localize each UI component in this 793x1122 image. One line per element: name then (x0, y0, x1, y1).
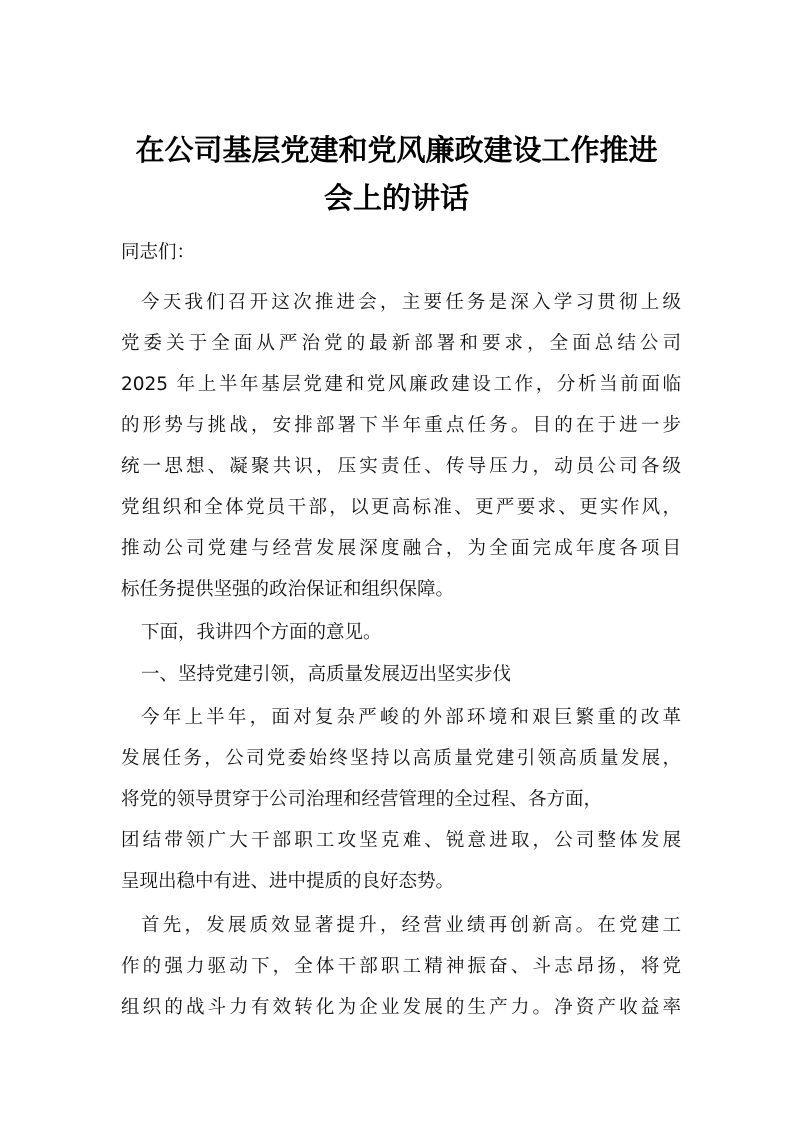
paragraph-line: 将党的领导贯穿于公司治理和经营管理的全过程、各方面， (121, 789, 603, 810)
paragraph-line: 下面，我讲四个方面的意见。 (141, 622, 382, 643)
paragraph-line: 统一思想、凝聚共识，压实责任、传导压力，动员公司各级 (121, 456, 681, 477)
paragraph-line: 发展任务，公司党委始终坚持以高质量党建引领高质量发展， (121, 748, 681, 769)
salutation: 同志们： (121, 242, 196, 263)
paragraph-line: 党委关于全面从严治党的最新部署和要求，全面总结公司 (121, 333, 681, 354)
paragraph-line: 今年上半年，面对复杂严峻的外部环境和艰巨繁重的改革 (141, 707, 681, 728)
paragraph-line: 标任务提供坚强的政治保证和组织保障。 (121, 579, 455, 600)
paragraph-line: 今天我们召开这次推进会，主要任务是深入学习贯彻上级 (141, 292, 681, 313)
paragraph-line: 推动公司党建与经营发展深度融合，为全面完成年度各项目 (121, 538, 681, 559)
paragraph-line: 的形势与挑战，安排部署下半年重点任务。目的在于进一步 (121, 415, 681, 436)
paragraph-line: 组织的战斗力有效转化为企业发展的生产力。净资产收益率 (121, 997, 681, 1018)
paragraph-line: 2025 年上半年基层党建和党风廉政建设工作，分析当前面临 (121, 374, 681, 395)
paragraph-line: 团结带领广大干部职工攻坚克难、锐意进取，公司整体发展 (121, 830, 681, 851)
paragraph-line: 作的强力驱动下，全体干部职工精神振奋、斗志昂扬，将党 (121, 956, 681, 977)
paragraph-line: 呈现出稳中有进、进中提质的良好态势。 (121, 871, 455, 892)
paragraph-line: 首先，发展质效显著提升，经营业绩再创新高。在党建工 (141, 915, 681, 936)
paragraph-line: 党组织和全体党员干部，以更高标准、更严要求、更实作风， (121, 497, 681, 518)
document-title-line-1: 在公司基层党建和党风廉政建设工作推进 (135, 133, 658, 167)
document-title-line-2: 会上的讲话 (323, 181, 469, 215)
section-heading: 一、坚持党建引领，高质量发展迈出坚实步伐 (141, 664, 512, 685)
